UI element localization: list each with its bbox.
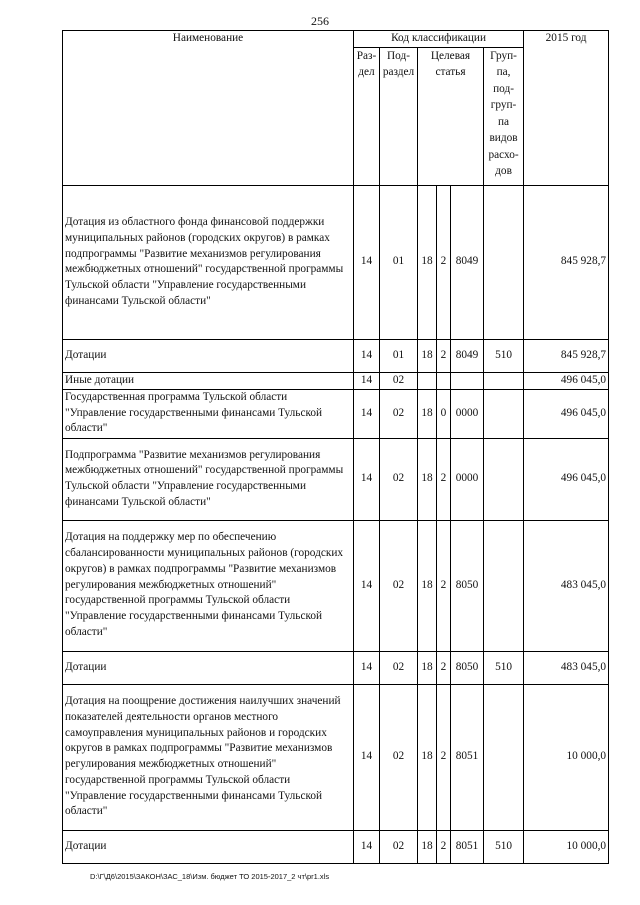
table-row bbox=[63, 339, 609, 372]
row-razdel: 14 bbox=[354, 389, 380, 438]
row-target-code: 8051 bbox=[451, 830, 484, 863]
row-razdel: 14 bbox=[354, 684, 380, 830]
row-target-code: 0000 bbox=[451, 438, 484, 520]
row-target-code: 8050 bbox=[451, 651, 484, 684]
page-number: 256 bbox=[311, 14, 329, 28]
row-target-program: 18 bbox=[418, 438, 437, 520]
row-target-subprogram: 2 bbox=[437, 651, 451, 684]
header-target: Целевая статья bbox=[418, 47, 484, 185]
table-row bbox=[63, 438, 609, 520]
row-podrazdel: 02 bbox=[380, 684, 418, 830]
table-row bbox=[63, 520, 609, 651]
row-target-program: 18 bbox=[418, 651, 437, 684]
table-row bbox=[63, 830, 609, 863]
row-podrazdel: 02 bbox=[380, 830, 418, 863]
row-podrazdel: 02 bbox=[380, 438, 418, 520]
row-podrazdel: 02 bbox=[380, 389, 418, 438]
row-razdel: 14 bbox=[354, 185, 380, 339]
row-target-code bbox=[451, 372, 484, 389]
row-expense-type bbox=[484, 372, 524, 389]
header-code: Код классификации bbox=[354, 31, 524, 48]
row-target-program bbox=[418, 372, 437, 389]
row-target-subprogram: 2 bbox=[437, 830, 451, 863]
row-target-program: 18 bbox=[418, 830, 437, 863]
budget-table bbox=[62, 30, 609, 864]
row-target-subprogram: 2 bbox=[437, 339, 451, 372]
row-razdel: 14 bbox=[354, 830, 380, 863]
row-name: Подпрограмма "Развитие механизмов регулирования межбюджетных отношений" государственной программы Тульской области "Управление государственными финансами Тульской области" bbox=[63, 438, 354, 520]
row-razdel: 14 bbox=[354, 339, 380, 372]
row-razdel: 14 bbox=[354, 651, 380, 684]
table-row bbox=[63, 185, 609, 339]
row-target-code: 8049 bbox=[451, 185, 484, 339]
row-amount: 496 045,0 bbox=[524, 438, 609, 520]
row-target-code: 8050 bbox=[451, 520, 484, 651]
row-podrazdel: 02 bbox=[380, 372, 418, 389]
table-row bbox=[63, 372, 609, 389]
header-name: Наименование bbox=[63, 31, 354, 186]
header-razdel: Раз-дел bbox=[354, 47, 380, 185]
row-expense-type bbox=[484, 520, 524, 651]
row-target-subprogram: 2 bbox=[437, 684, 451, 830]
table-row bbox=[63, 684, 609, 830]
row-target-code: 0000 bbox=[451, 389, 484, 438]
row-expense-type bbox=[484, 438, 524, 520]
file-path-footer: D:\Г\Д6\2015\ЗАКОН\ЗАС_18\Изм. бюджет ТО 2015-2017_2 чт\pr1.xls bbox=[90, 872, 330, 881]
row-name: Дотации bbox=[63, 651, 354, 684]
row-expense-type: 510 bbox=[484, 830, 524, 863]
row-name: Дотация из областного фонда финансовой поддержки муниципальных районов (городских округов) в рамках подпрограммы "Развитие механизмов регулирования межбюджетных отношений" государственной программы Тульской области "Управление государственными финансами Тульской области" bbox=[63, 185, 354, 339]
row-podrazdel: 02 bbox=[380, 651, 418, 684]
row-amount: 10 000,0 bbox=[524, 830, 609, 863]
row-target-program: 18 bbox=[418, 339, 437, 372]
row-amount: 496 045,0 bbox=[524, 389, 609, 438]
header-year: 2015 год bbox=[524, 31, 609, 186]
row-target-code: 8051 bbox=[451, 684, 484, 830]
row-podrazdel: 01 bbox=[380, 339, 418, 372]
header-podrazdel: Под-раздел bbox=[380, 47, 418, 185]
row-podrazdel: 02 bbox=[380, 520, 418, 651]
row-amount: 483 045,0 bbox=[524, 520, 609, 651]
row-expense-type bbox=[484, 389, 524, 438]
row-amount: 845 928,7 bbox=[524, 185, 609, 339]
row-target-code: 8049 bbox=[451, 339, 484, 372]
row-target-program: 18 bbox=[418, 684, 437, 830]
row-razdel: 14 bbox=[354, 520, 380, 651]
row-amount: 845 928,7 bbox=[524, 339, 609, 372]
table-row bbox=[63, 651, 609, 684]
row-target-subprogram: 2 bbox=[437, 438, 451, 520]
row-razdel: 14 bbox=[354, 438, 380, 520]
row-name: Государственная программа Тульской области "Управление государственными финансами Тульской области" bbox=[63, 389, 354, 438]
row-name: Дотации bbox=[63, 339, 354, 372]
row-amount: 483 045,0 bbox=[524, 651, 609, 684]
row-name: Дотация на поддержку мер по обеспечению сбалансированности муниципальных районов (городских округов) в рамках подпрограммы "Развитие механизмов регулирования межбюджетных отношений" государственной программы Тульской области "Управление государственными финансами Тульской области" bbox=[63, 520, 354, 651]
row-name: Дотация на поощрение достижения наилучших значений показателей деятельности органов местного самоуправления муниципальных районов и городских округов в рамках подпрограммы "Развитие механизмов регулирования межбюджетных отношений" государственной программы Тульской области "Управление государственными финансами Тульской области" bbox=[63, 684, 354, 830]
table-row bbox=[63, 389, 609, 438]
row-expense-type: 510 bbox=[484, 339, 524, 372]
row-target-subprogram: 2 bbox=[437, 185, 451, 339]
row-target-program: 18 bbox=[418, 389, 437, 438]
row-target-program: 18 bbox=[418, 520, 437, 651]
row-target-subprogram: 2 bbox=[437, 520, 451, 651]
table-body bbox=[63, 185, 609, 863]
row-name: Иные дотации bbox=[63, 372, 354, 389]
row-target-subprogram bbox=[437, 372, 451, 389]
row-amount: 10 000,0 bbox=[524, 684, 609, 830]
row-podrazdel: 01 bbox=[380, 185, 418, 339]
row-target-program: 18 bbox=[418, 185, 437, 339]
row-target-subprogram: 0 bbox=[437, 389, 451, 438]
row-expense-type bbox=[484, 684, 524, 830]
header-group: Груп-па, под-груп-па видов расхо-дов bbox=[484, 47, 524, 185]
row-expense-type: 510 bbox=[484, 651, 524, 684]
row-amount: 496 045,0 bbox=[524, 372, 609, 389]
row-name: Дотации bbox=[63, 830, 354, 863]
row-razdel: 14 bbox=[354, 372, 380, 389]
row-expense-type bbox=[484, 185, 524, 339]
